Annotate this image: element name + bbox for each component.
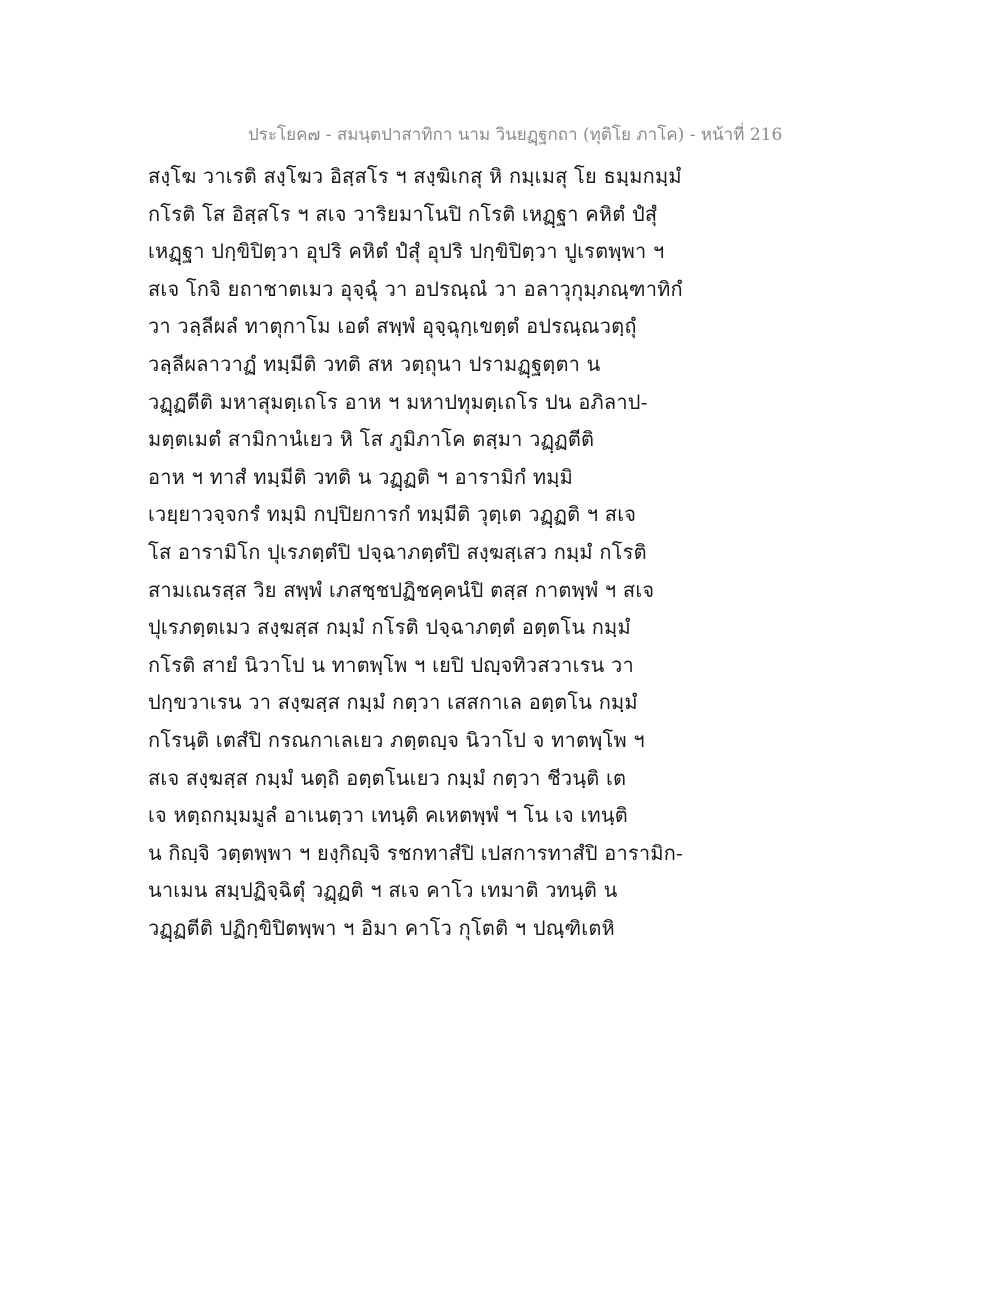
text-line: สามเณรสฺส วิย สพฺพํ เภสชฺชปฏิชคฺคนํปิ ตสฺส กาตพฺพํ ฯ สเจ [148,577,655,602]
text-line: เจ หตฺถกมฺมมูลํ อาเนตฺวา เทนฺติ คเหตพฺพํ ฯ โน เจ เทนฺติ [148,803,628,828]
running-header: ประโยค๗ - สมนฺตปาสาทิกา นาม วินยฏฺฐกถา (ทุติโย ภาโค) - หน้าที่ 216 [248,125,783,145]
text-line: วฏฺฏตีติ มหาสุมตฺเถโร อาห ฯ มหาปทุมตฺเถโร ปน อภิลาป- [148,389,648,414]
text-line: อาห ฯ ทาสํ ทมฺมีติ วทติ น วฏฺฏติ ฯ อารามิกํ ทมฺมิ [148,464,574,489]
text-line: กโรติ สายํ นิวาโป น ทาตพฺโพ ฯ เยปิ ปญฺจทิวสวาเรน วา [148,652,634,677]
text-line: น กิญฺจิ วตฺตพฺพา ฯ ยงฺกิญฺจิ รชกทาสํปิ เปสการทาสํปิ อารามิก- [148,840,683,865]
text-line: วลฺลีผลาวาฏํ ทมฺมีติ วทติ สห วตฺถุนา ปรามฏฺฐตฺตา น [148,351,601,376]
text-line: สเจ สงฺฆสฺส กมฺมํ นตฺถิ อตฺตโนเยว กมฺมํ กตฺวา ชีวนฺติ เต [148,765,627,790]
text-line: สงฺโฆ วาเรติ สงฺโฆว อิสฺสโร ฯ สงฺฆิเกสุ หิ กมฺเมสุ โย ธมฺมกมฺมํ [148,164,682,188]
text-line: กโรติ โส อิสฺสโร ฯ สเจ วาริยมาโนปิ กโรติ เหฏฺฐา คหิตํ ปํสุํ [148,201,658,226]
text-line: วา วลฺลีผลํ ทาตุกาโม เอตํ สพฺพํ อุจฺฉุกฺเขตฺตํ อปรณฺณวตฺถุํ [148,314,637,339]
text-line: ปกฺขวาเรน วา สงฺฆสฺส กมฺมํ กตฺวา เสสกาเล อตฺตโน กมฺมํ [148,690,638,715]
body-text [148,158,708,947]
text-line: โส อารามิโก ปุเรภตฺตํปิ ปจฺฉาภตฺตํปิ สงฺฆสฺเสว กมฺมํ กโรติ [148,539,647,564]
text-line: เหฏฺฐา ปกฺขิปิตฺวา อุปริ คหิตํ ปํสุํ อุปริ ปกฺขิปิตฺวา ปูเรตพฺพา ฯ [148,239,665,264]
text-line: ปุเรภตฺตเมว สงฺฆสฺส กมฺมํ กโรติ ปจฺฉาภตฺตํ อตฺตโน กมฺมํ [148,615,631,640]
text-line: เวยฺยาวจฺจกรํ ทมฺมิ กปฺปิยการกํ ทมฺมีติ วุตฺเต วฏฺฏติ ฯ สเจ [148,502,637,527]
text-line: นาเมน สมฺปฏิจฺฉิตุํ วฏฺฏติ ฯ สเจ คาโว เทมาติ วทนฺติ น [148,878,618,903]
text-line: วฏฺฏตีติ ปฏิกฺขิปิตพฺพา ฯ อิมา คาโว กุโตติ ฯ ปณฺฑิเตหิ [148,915,615,940]
text-line: กโรนฺติ เตสํปิ กรณกาเลเยว ภตฺตญฺจ นิวาโป จ ทาตพฺโพ ฯ [148,727,645,752]
text-line: สเจ โกจิ ยถาชาตเมว อุจฺฉุํ วา อปรณฺณํ วา อลาวุกุมฺภณฺฑาทิกํ [148,276,683,301]
text-line: มตฺตเมตํ สามิกานํเยว หิ โส ภูมิภาโค ตสฺมา วฏฺฏตีติ [148,427,595,452]
